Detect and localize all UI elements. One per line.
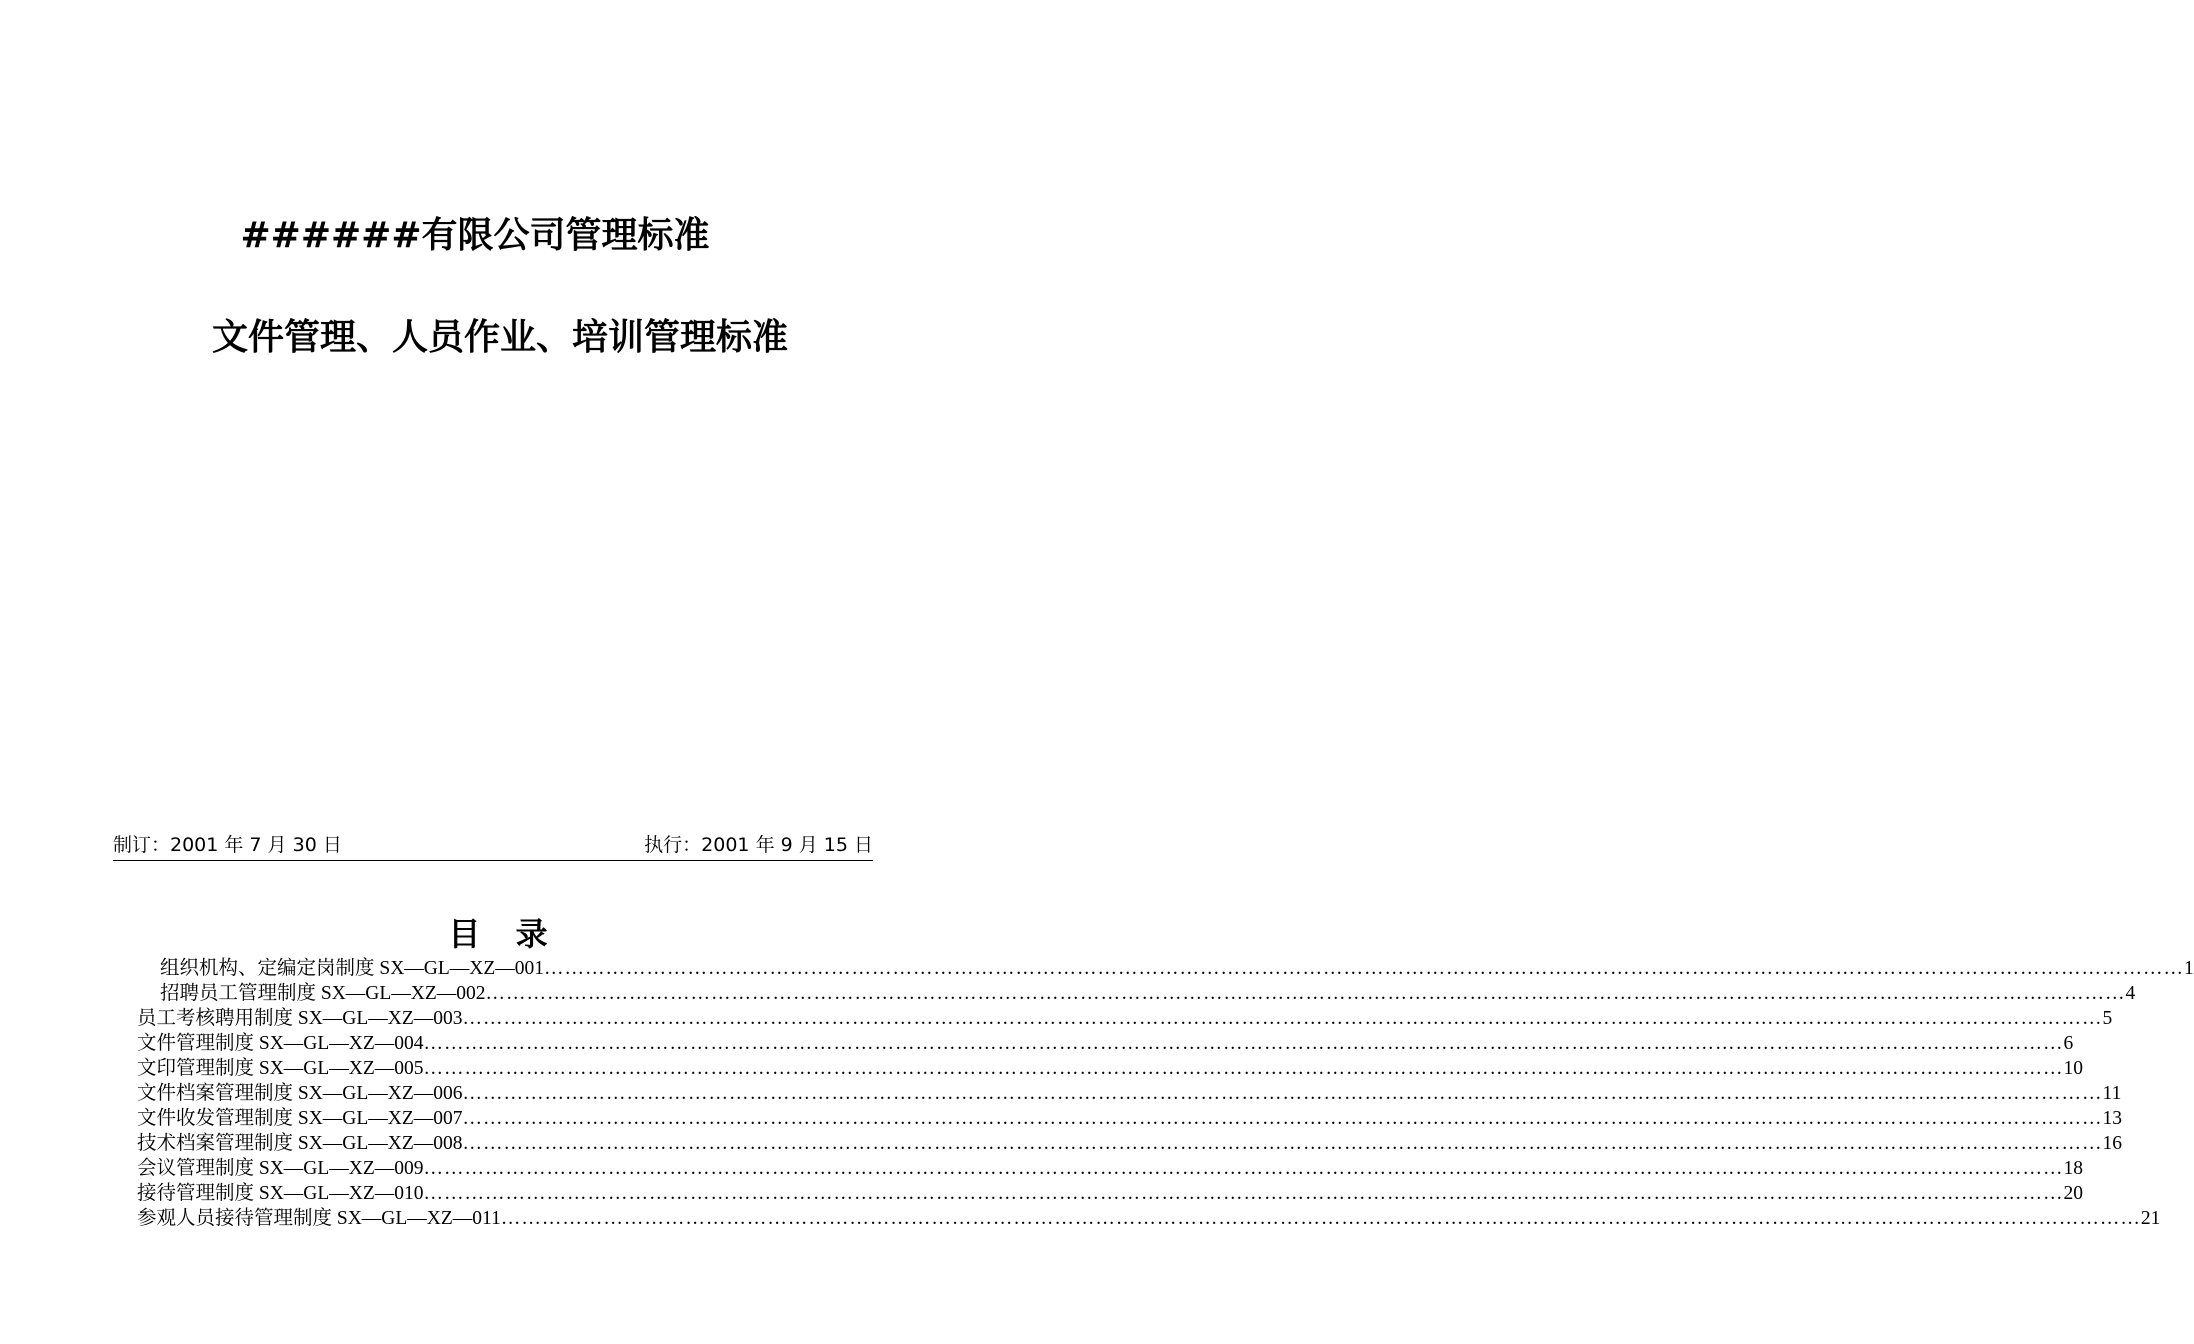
toc-entry-page: 1	[2184, 958, 2194, 979]
toc-entry[interactable]	[137, 1157, 2084, 1181]
toc-leader-dots: ……………………………………………………………………………………………………………………………………………………………………………………………………………………	[462, 1108, 2103, 1129]
toc-entry-title: 会议管理制度 SX—GL—XZ—009	[137, 1158, 424, 1179]
revised-date: 制订：2001 年 7 月 30 日	[113, 834, 342, 856]
toc-entry-title: 员工考核聘用制度 SX—GL—XZ—003	[137, 1008, 463, 1029]
toc-heading: 目 录	[448, 915, 560, 953]
toc-leader-dots: ……………………………………………………………………………………………………………………………………………………………………………………………………………………	[500, 1208, 2141, 1229]
toc-entry[interactable]	[160, 982, 2136, 1006]
toc-leader-dots: ……………………………………………………………………………………………………………………………………………………………………………………………………………………	[423, 1183, 2064, 1204]
toc-entry-page: 5	[2102, 1008, 2113, 1029]
toc-entry-title: 文件收发管理制度 SX—GL—XZ—007	[137, 1108, 463, 1129]
toc-entry[interactable]	[137, 1057, 2084, 1081]
toc-entry-title: 参观人员接待管理制度 SX—GL—XZ—011	[137, 1208, 501, 1229]
effective-date: 执行：2001 年 9 月 15 日	[644, 834, 873, 856]
toc-leader-dots: ……………………………………………………………………………………………………………………………………………………………………………………………………………………	[423, 1033, 2064, 1054]
toc-entry-title: 招聘员工管理制度 SX—GL—XZ—002	[160, 983, 486, 1004]
toc-entry[interactable]	[137, 1132, 2123, 1156]
toc-entry[interactable]	[137, 1182, 2084, 1206]
toc-leader-dots: ……………………………………………………………………………………………………………………………………………………………………………………………………………………	[544, 958, 2185, 979]
toc-entry-page: 6	[2063, 1033, 2074, 1054]
toc-entry[interactable]	[137, 1007, 2113, 1031]
toc-entry-page: 21	[2140, 1208, 2161, 1229]
toc-leader-dots: ……………………………………………………………………………………………………………………………………………………………………………………………………………………	[423, 1058, 2064, 1079]
toc-entry[interactable]	[137, 1082, 2122, 1106]
toc-leader-dots: ……………………………………………………………………………………………………………………………………………………………………………………………………………………	[485, 983, 2126, 1004]
toc-entry-page: 4	[2125, 983, 2136, 1004]
toc-entry-title: 组织机构、定编定岗制度 SX—GL—XZ—001	[160, 958, 545, 979]
toc-entry[interactable]	[160, 957, 2194, 981]
toc-entry-title: 文印管理制度 SX—GL—XZ—005	[137, 1058, 424, 1079]
toc-entry[interactable]	[137, 1032, 2074, 1056]
toc-leader-dots: ……………………………………………………………………………………………………………………………………………………………………………………………………………………	[462, 1133, 2103, 1154]
toc-entry-page: 10	[2063, 1058, 2084, 1079]
toc-entry-page: 11	[2102, 1083, 2122, 1104]
toc-entry-title: 文件档案管理制度 SX—GL—XZ—006	[137, 1083, 463, 1104]
toc-entry-title: 技术档案管理制度 SX—GL—XZ—008	[137, 1133, 463, 1154]
toc-entry-title: 文件管理制度 SX—GL—XZ—004	[137, 1033, 424, 1054]
toc-entry-page: 18	[2063, 1158, 2084, 1179]
toc-entry[interactable]	[137, 1107, 2123, 1131]
document-title: ######有限公司管理标准	[240, 215, 710, 256]
toc-entry[interactable]	[137, 1207, 2161, 1231]
toc-entry-page: 20	[2063, 1183, 2084, 1204]
document-subtitle: 文件管理、人员作业、培训管理标准	[211, 317, 788, 358]
toc-entry-title: 接待管理制度 SX—GL—XZ—010	[137, 1183, 424, 1204]
toc-leader-dots: ……………………………………………………………………………………………………………………………………………………………………………………………………………………	[462, 1008, 2103, 1029]
date-line	[113, 830, 873, 861]
toc-entry-page: 13	[2102, 1108, 2123, 1129]
toc-entry-page: 16	[2102, 1133, 2123, 1154]
toc-leader-dots: ……………………………………………………………………………………………………………………………………………………………………………………………………………………	[462, 1083, 2103, 1104]
toc-leader-dots: ……………………………………………………………………………………………………………………………………………………………………………………………………………………	[423, 1158, 2064, 1179]
